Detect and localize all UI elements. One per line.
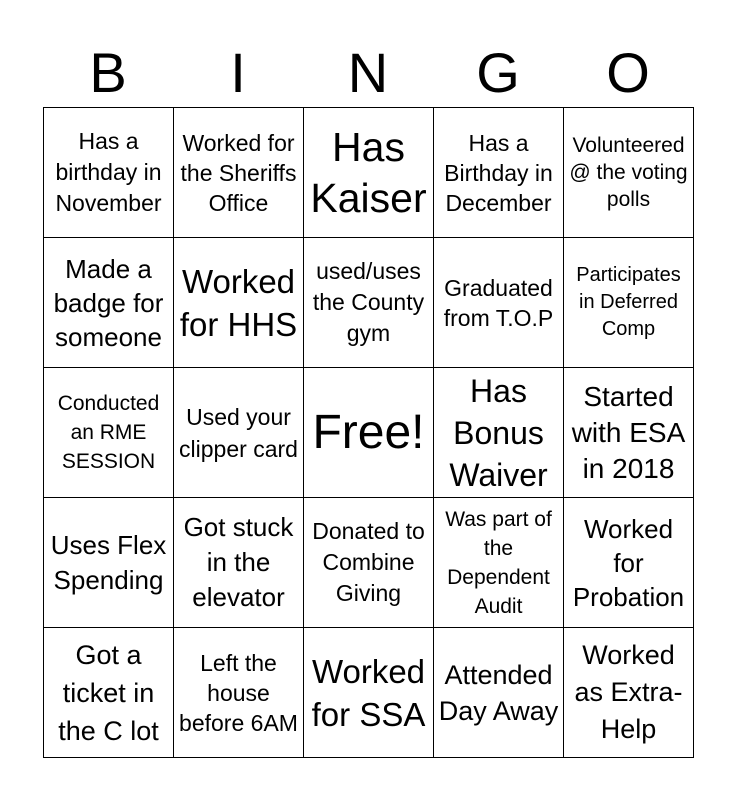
bingo-cell[interactable]	[304, 368, 434, 498]
cell-text: Has a Birthday in December	[444, 129, 553, 216]
cell-text: Worked for the Sheriffs Office	[180, 129, 297, 216]
bingo-cell[interactable]	[174, 108, 304, 238]
bingo-cell[interactable]	[434, 628, 564, 758]
cell-text: Conducted an RME SESSION	[57, 392, 160, 473]
cell-text: Worked as Extra-Help	[574, 640, 683, 744]
cell-text: Used your clipper card	[179, 403, 298, 462]
bingo-cell[interactable]	[564, 108, 694, 238]
grid-row	[44, 238, 694, 368]
bingo-cell[interactable]	[304, 108, 434, 238]
header-letter-o: O	[606, 41, 650, 104]
cell-text: Graduated from T.O.P	[443, 274, 554, 331]
bingo-cell[interactable]	[434, 108, 564, 238]
cell-text: Worked for Probation	[572, 513, 685, 612]
cell-text: Has a birthday in November	[55, 128, 162, 216]
bingo-cell[interactable]	[44, 108, 174, 238]
cell-text: Has Kaiser	[310, 123, 427, 221]
bingo-cell[interactable]	[44, 628, 174, 758]
bingo-cell[interactable]	[564, 628, 694, 758]
header-letter-b: B	[89, 41, 127, 104]
grid-row	[44, 368, 694, 498]
cell-text: Attended Day Away	[438, 659, 559, 726]
bingo-cell[interactable]	[44, 368, 174, 498]
bingo-cell[interactable]	[304, 498, 434, 628]
grid-row	[44, 628, 694, 758]
cell-text: Got a ticket in the C lot	[58, 639, 159, 746]
cell-text: Worked for SSA	[311, 652, 426, 733]
cell-text: Got stuck in the elevator	[183, 512, 294, 612]
bingo-cell[interactable]	[44, 498, 174, 628]
bingo-cell[interactable]	[174, 498, 304, 628]
cell-text: Volunteered @ the voting polls	[569, 134, 688, 211]
grid-row	[44, 108, 694, 238]
header-letter-i: I	[230, 41, 246, 104]
bingo-cell[interactable]	[564, 238, 694, 368]
cell-text: Donated to Combine Giving	[312, 518, 425, 606]
bingo-cell[interactable]	[304, 238, 434, 368]
cell-text: Started with ESA in 2018	[571, 380, 686, 484]
cell-text: Has Bonus Waiver	[449, 372, 548, 493]
bingo-cell[interactable]	[434, 238, 564, 368]
cell-text: Worked for HHS	[179, 262, 298, 343]
cell-text: Made a badge for someone	[53, 253, 164, 352]
header-letter-n: N	[347, 41, 389, 104]
cell-text: Was part of the Dependent Audit	[445, 507, 552, 618]
cell-text: used/uses the County gym	[312, 258, 425, 346]
bingo-cell[interactable]	[44, 238, 174, 368]
bingo-cell[interactable]	[174, 368, 304, 498]
header-letter-g: G	[476, 41, 520, 104]
cell-text: Participates in Deferred Comp	[576, 264, 681, 340]
bingo-grid	[43, 107, 694, 758]
bingo-cell[interactable]	[174, 238, 304, 368]
bingo-cell[interactable]	[174, 628, 304, 758]
bingo-cell[interactable]	[434, 368, 564, 498]
bingo-cell[interactable]	[304, 628, 434, 758]
grid-row	[44, 498, 694, 628]
bingo-cell[interactable]	[434, 498, 564, 628]
bingo-header	[43, 40, 693, 106]
cell-text: Left the house before 6AM	[179, 649, 298, 736]
bingo-cell[interactable]	[564, 368, 694, 498]
cell-text: Free!	[312, 405, 425, 459]
cell-text: Uses Flex Spending	[50, 529, 167, 595]
bingo-cell[interactable]	[564, 498, 694, 628]
